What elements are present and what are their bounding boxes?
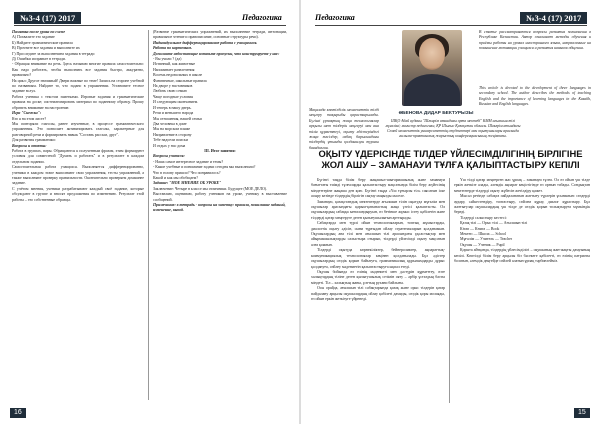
page-number: 15 <box>574 408 590 418</box>
paragraph: А) Похвалите это задание <box>12 35 55 40</box>
paragraph: - Обращая внимание на речь. Здесь называю многие правила самостоятельно: Как надо работать, чтобы выполнить все задания быстро, аккуратно, правильно? <box>12 62 144 78</box>
paragraph: Оқушы бойында өз елінің мәдениеті мен дәстүрін құрметтеу, өзге халықтардың тіліне деген қызығушылық сезімін ояту – әрбір ұстаздың басты міндеті. Тіл – халықтың жаны, ұлттың рухани байлығы. <box>311 269 445 285</box>
abstract-kk: Мақалада көптілділік мемлекеттік тілді меңгеру тақырыбы қарастырылады. Бүгінгі ұрпақтың жаңа технологиялар арқылы шет тілдерін меңгеруі мен ана тілін құрметтеуі, оқыту әдістеріндегі жаңа тәсілдер, сабақ барысындағы тілдердің ұтымды қолданылуы туралы баяндалған. <box>309 108 379 150</box>
paragraph: Примечание: в тетрадь - вопросы на заметку: правила, понимание заданий, изменение, вывод. <box>153 203 286 213</box>
issue-badge: №3-4 (17) 2017 <box>14 12 81 24</box>
paragraph: - Вы учили ? (да) <box>153 57 182 62</box>
header-rule <box>315 25 587 26</box>
abstract-ru: В статье рассматриваются вопросы развития полиязычия в Республике Казахстан. Автор описывает методы обучения и приёмы работы на уроках иностранного языка, направленные на повышение мотивации учащихся и развития навыков общения. <box>479 30 591 51</box>
paragraph: Үш тілді қатар меңгерген жас ұрпақ – заманауи тұлға. Ол өз ойын үш тілде еркін жеткізе алады, әлемдік ақпарат кеңістігінде өз орнын табады. Сондықтан мектептерде тілдерді оқыту жүйесін жетілдіру қажет. <box>454 178 590 193</box>
paragraph: Напоминает развлечения <box>153 67 195 72</box>
paragraph: Тебе надоели поиски <box>153 138 188 143</box>
text-column-2 <box>153 30 287 400</box>
paragraph: В) Прочтите все задания и выполните их <box>12 46 80 51</box>
article-title: ОҚЫТУ ҮДЕРІСІНДЕ ТІЛДЕР ҮЙЛЕСІМДІЛІГІНІҢ БІРЛІГІНЕ ЖОЛ АШУ – ЗАМАНАУИ ТҰЛҒА ҚАЛЫПТАСТЫРУ КЕПІЛІ <box>318 148 583 170</box>
paragraph: Заключение: Четыре в классе мы отличники. Будущее (МОЕ ДЕЛО). <box>153 186 268 191</box>
paragraph: На цикл: Другое значимый! Двери важные по теме! Запись на стороне учебной по названиям. Найдите то, что задано в упражнении. Установите тесное задание вслух. <box>12 78 144 94</box>
paragraph: - Наша самое интересное задание и темы? <box>153 159 224 164</box>
issue-badge: №3-4 (17) 2017 <box>520 12 587 24</box>
paragraph: И следующим окончанием. <box>153 100 199 105</box>
paragraph: Кто я на этом листе? <box>12 116 47 121</box>
paragraph: Заманауи, қазақстандық мектептерде ағылшын тілін оқытуда мұғалім мен оқушылар арасындағы қарым-қатынастың жаңа үлгісі қалыптасты. Ол оқушылардың сабаққа ынталандыруын, өз бетінше жұмыс істеу қабілетін және тілдерді қатар меңгеруге деген қызығушылығын арттырады. <box>311 199 445 220</box>
body-column-1 <box>311 178 445 403</box>
abstract-en: This article is devoted to the development of three languages in secondary school. The author describes the methods of teaching English and the importance of learning languages in the Kazakh, Russian and English languages. <box>479 86 591 107</box>
paragraph: Мұғалім — Учитель — Teacher <box>460 237 513 242</box>
paragraph: Вопросы и ответы: <box>12 143 47 148</box>
paragraph: - Какие учебные и понимание задачи сегодня мы выполнили? <box>153 165 256 170</box>
paragraph: С учётом мнения, ученики разрабатывают каждый своё задание, которые обсуждают в группе и вносят предложения по изменению. Результат этой работы – это собственные образцы. <box>12 186 144 202</box>
rubric-label: Педагогика <box>242 13 282 22</box>
paragraph: Тілдерді салыстыру кестесі: <box>460 215 507 220</box>
paragraph: Мы повторяли глаголы, ранее изученные, в процессе грамматического упражнения. Это позволяет активизировать глаголы, характерные для разговорной речи и формировать навык "Составь рассказ, друг". <box>12 121 144 137</box>
paragraph: Игра "Снежки": <box>12 111 42 116</box>
paragraph: Д) Ошибки исправьте в тетради. <box>12 57 66 62</box>
paragraph: Мектеп — Школа — School <box>460 232 507 237</box>
paragraph: Что в голову пришло? Что понравилось? <box>153 170 221 175</box>
paragraph: Сабақтарда мен түрлі ойын технологияларын, топтық жұмыстарды, диалогтік оқыту әдісін, сыни тұрғыдан ойлау стратегияларын қолданамын. Оқушылардың ана тілі мен ағылшын тілі арасындағы ұқсастықтар мен айырмашылықтарды салыстыра отырып, тілдерді үйлесімді оқыту мақсатын алға қоямын. <box>311 221 445 247</box>
paragraph: Индивидуальное дифференцированное работа с учащимися. <box>153 40 258 45</box>
paragraph: Памятка после урока по схеме <box>12 30 66 34</box>
paragraph: Г) Проследите за выполнением задания в тетради <box>12 51 95 56</box>
author-photo <box>402 30 462 106</box>
paragraph: Работа в группах, пары. Обращаются к полученным фразам, этим формируют условия для совместной "Думать и работать" и в результате в каждом отдельном задании. <box>12 148 144 164</box>
paragraph: Задание: "МОЕ МНЕНИЕ ОБ УРОКЕ" <box>153 181 222 186</box>
column-divider <box>148 30 149 400</box>
paragraph: Работа по карточкам. <box>153 46 193 51</box>
paragraph: Мы на морском пляже <box>153 127 191 132</box>
paragraph: Направление в сторону <box>153 132 192 137</box>
header-rule <box>14 25 286 26</box>
paragraph: На дворе у наставников <box>153 84 193 89</box>
body-column-2 <box>454 178 590 403</box>
paragraph: Қазақ тілі — Орыс тілі — Ағылшын тілі <box>460 221 528 226</box>
rubric-label: Педагогика <box>315 13 355 22</box>
paragraph: Кітап — Книга — Book <box>460 226 500 231</box>
paragraph: Самостоятельная работа учащихся. Выполняется дифференцированно, ученики в каждом этапе выполняют свои упражнения, тесты упражнений, а также выполняют проверку правильности. Окончательно проверяем домашнее задание. <box>12 165 144 186</box>
paragraph: Истинный, как животные <box>153 62 196 67</box>
paragraph: И отдых у нас дома <box>153 143 186 148</box>
paragraph: Оқушы — Ученик — Pupil <box>460 242 505 247</box>
paragraph: Тілдерді оқытуда көрнекіліктер, бейнероликтер, ақпараттық-коммуникациялық технологиялар кеңінен қолданылады. Бұл әдістер оқушылардың сөздік қорын байытуға, грамматикалық құрылымдарды дұрыс қолдануға, сөйлеу мәдениетін қалыптастыруға ықпал етеді. <box>311 248 445 269</box>
paragraph: Какой и как мы обобщаем? <box>153 175 198 180</box>
paragraph: III. Итог занятия: <box>204 148 236 153</box>
page-number: 16 <box>10 408 26 418</box>
paragraph: Для развития грамматики: <box>12 138 56 143</box>
paragraph: Мысал ретінде сабақта пайдаланатын жаттығу түрлерін ұсынамын: сөздерді аудару, сәйкестендіру, топтастыру, сөйлем құрау, диалог құрастыру. Бұл жаттығулар оқушылардың үш тілде де сөздік қорын толықтыруға мүмкіндік береді. <box>454 194 590 215</box>
paragraph: Чаще погодные условия <box>153 94 193 99</box>
paragraph: Восемь недовольных в школе <box>153 73 203 78</box>
text-column-1 <box>12 30 144 400</box>
column-divider <box>449 178 450 403</box>
paragraph: Қорыта айтқанда, тілдердің үйлесімділігі – оқушының жан-жақты дамуының кепілі. Көптілді білім беру арқылы біз бәсекеге қабілетті, өз елінің патриоты болатын, әлемдік деңгейде сөйлей алатын ұрпақ тәрбиелейміз. <box>454 248 590 264</box>
paragraph: Бүгінгі таңда білім беру жаңашыл-шығармашылық және заманауи бағыттағы тиімді тұлғаларды қалыптастыру мақсатында білім беру жүйесінің міндеттеріне жаңаша ден қою. Бүгінгі таңда «Үш тұғырлы тіл» саясатын іске асыру кезінде тілдердің бірлігін сақтау маңызды мәселе. <box>311 178 445 199</box>
left-page <box>0 0 299 424</box>
paragraph: Осы орайда, ағылшын тілі сабақтарында қазақ және орыс тілдерін қатар пайдалану арқылы оқушылардың ойлау қабілеті дамиды, сөздік қоры молаяды, өз ойын еркін жеткізуге үйренеді. <box>311 286 445 301</box>
author-name: ӘБЕНОВА ДИДАР БЕКТУРЫЗЫ <box>398 111 474 116</box>
right-page <box>301 0 600 424</box>
paragraph: Б) Найдите грамматические правила <box>12 40 73 45</box>
paragraph: Выставляю, оцениваю, работу учеников на уроке, ученику в выставление сообщений. <box>153 192 287 202</box>
paragraph: Два человека в доме <box>153 121 187 126</box>
author-affiliation: ШҚО Абай ауданы "Шәкәрім атындағы орта мектебі" КММ ағылшын тілі мұғалімі; магистр педагогики, ҚР Шығыс Қазақстан облысы. Шәкәрім атындағы Семей мемлекеттік университеттің студенттері мен оқытушылары арасында ғылыми-практикалық жарыстың конференциясының жеңімпазы. <box>385 119 521 138</box>
paragraph: (Развитие грамматических упражнений, их выполнение тетради, интонации, правильное чтение и правописание, основные структуры речи). <box>153 30 287 40</box>
paragraph: Вопросы учителя: <box>153 154 185 159</box>
paragraph: Дополните недостающие вставьте пропуски, что конструируете у нас: <box>153 51 280 56</box>
paragraph: Фанатичные, школьные правила <box>153 78 207 83</box>
paragraph: Работа ученика с текстом заметками. Игровые задания и грамматические правила на доске; систематизировать материал по заданному образцу. Прошу обратить внимание на настроение. <box>12 94 144 110</box>
paragraph: Речи и меньшего народа <box>153 111 194 116</box>
paragraph: И теперь в нашу дверь. <box>153 105 192 110</box>
paragraph: Мы отношения, нашей семьи <box>153 116 202 121</box>
paragraph: Любить свою семью <box>153 89 188 94</box>
